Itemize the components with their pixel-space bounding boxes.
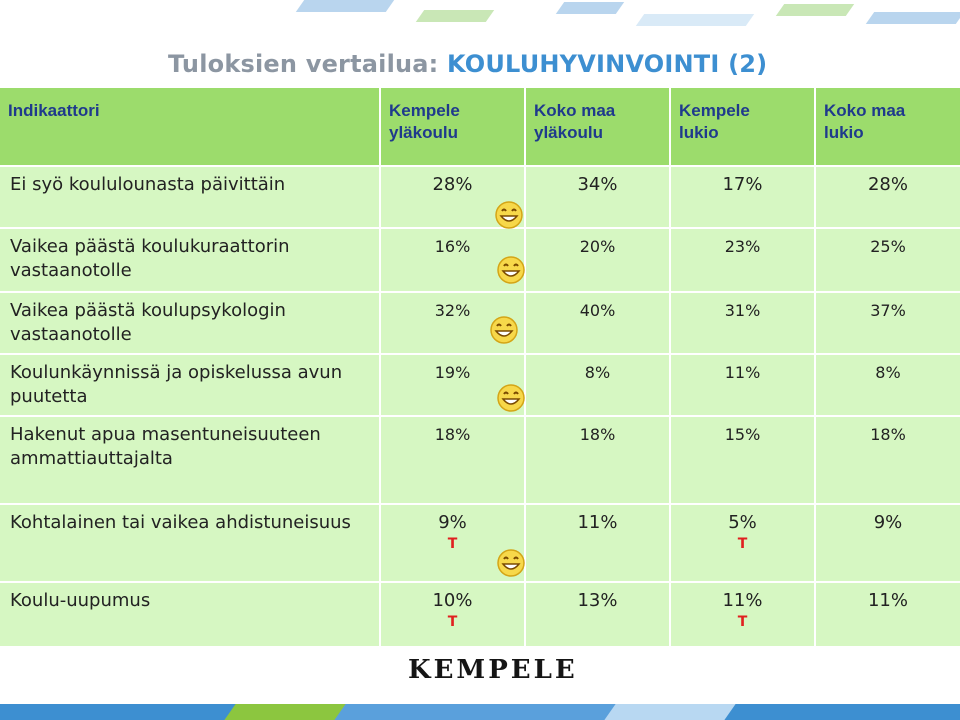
table-row: [0, 166, 960, 228]
cell-value: 8%: [815, 354, 960, 416]
header-kempele-ylakoulu: Kempele yläkoulu: [380, 88, 525, 166]
row-label: Koulunkäynnissä ja opiskelussa avun puutetta: [0, 354, 380, 416]
cell-value: 18%: [815, 416, 960, 504]
cell-value: 5% T: [670, 504, 815, 582]
cell-value: 32%: [380, 292, 525, 354]
cell-value: 18%: [380, 416, 525, 504]
smiley-icon: [494, 200, 524, 230]
header-koko-ylakoulu: Koko maa yläkoulu: [525, 88, 670, 166]
cell-value: 20%: [525, 228, 670, 292]
cell-value: 28%: [815, 166, 960, 228]
row-label: Vaikea päästä koulukuraattorin vastaanotolle: [0, 228, 380, 292]
cell-value: 11%: [815, 582, 960, 646]
row-label: Kohtalainen tai vaikea ahdistuneisuus: [0, 504, 380, 582]
cell-value: 9% T: [380, 504, 525, 582]
cell-value: 25%: [815, 228, 960, 292]
smiley-icon: [496, 383, 526, 413]
cell-value: 11% T: [670, 582, 815, 646]
cell-value: 31%: [670, 292, 815, 354]
table-row: [0, 582, 960, 646]
row-label: Vaikea päästä koulupsykologin vastaanotolle: [0, 292, 380, 354]
header-indicator: Indikaattori: [0, 88, 380, 166]
cell-value: 13%: [525, 582, 670, 646]
cell-value: 37%: [815, 292, 960, 354]
kempele-logo: KEMPELE: [408, 655, 578, 685]
cell-value: 40%: [525, 292, 670, 354]
cell-value: 11%: [525, 504, 670, 582]
page-title: [168, 50, 767, 78]
row-label: Ei syö koululounasta päivittäin: [0, 166, 380, 228]
smiley-icon: [496, 255, 526, 285]
title-prefix: Tuloksien vertailua:: [168, 50, 448, 78]
cell-value: 19%: [380, 354, 525, 416]
smiley-icon: [496, 548, 526, 578]
comparison-table: [0, 88, 960, 646]
cell-value: 10% T: [380, 582, 525, 646]
smiley-icon: [489, 315, 519, 345]
header-kempele-lukio: Kempele lukio: [670, 88, 815, 166]
cell-value: 34%: [525, 166, 670, 228]
cell-value: 17%: [670, 166, 815, 228]
top-decoration: [0, 0, 960, 40]
title-highlight: KOULUHYVINVOINTI (2): [447, 50, 768, 78]
table-row: [0, 416, 960, 504]
cell-value: 28%: [380, 166, 525, 228]
row-label: Koulu-uupumus: [0, 582, 380, 646]
cell-value: 23%: [670, 228, 815, 292]
table-row: [0, 504, 960, 582]
table-row: [0, 292, 960, 354]
row-label: Hakenut apua masentuneisuuteen ammattiauttajalta: [0, 416, 380, 504]
table-header-row: [0, 88, 960, 166]
header-koko-lukio: Koko maa lukio: [815, 88, 960, 166]
cell-value: 8%: [525, 354, 670, 416]
cell-value: 9%: [815, 504, 960, 582]
cell-value: 18%: [525, 416, 670, 504]
cell-value: 15%: [670, 416, 815, 504]
cell-value: 11%: [670, 354, 815, 416]
bottom-decoration: [0, 704, 960, 720]
cell-value: 16%: [380, 228, 525, 292]
table-row: [0, 228, 960, 292]
table-row: [0, 354, 960, 416]
